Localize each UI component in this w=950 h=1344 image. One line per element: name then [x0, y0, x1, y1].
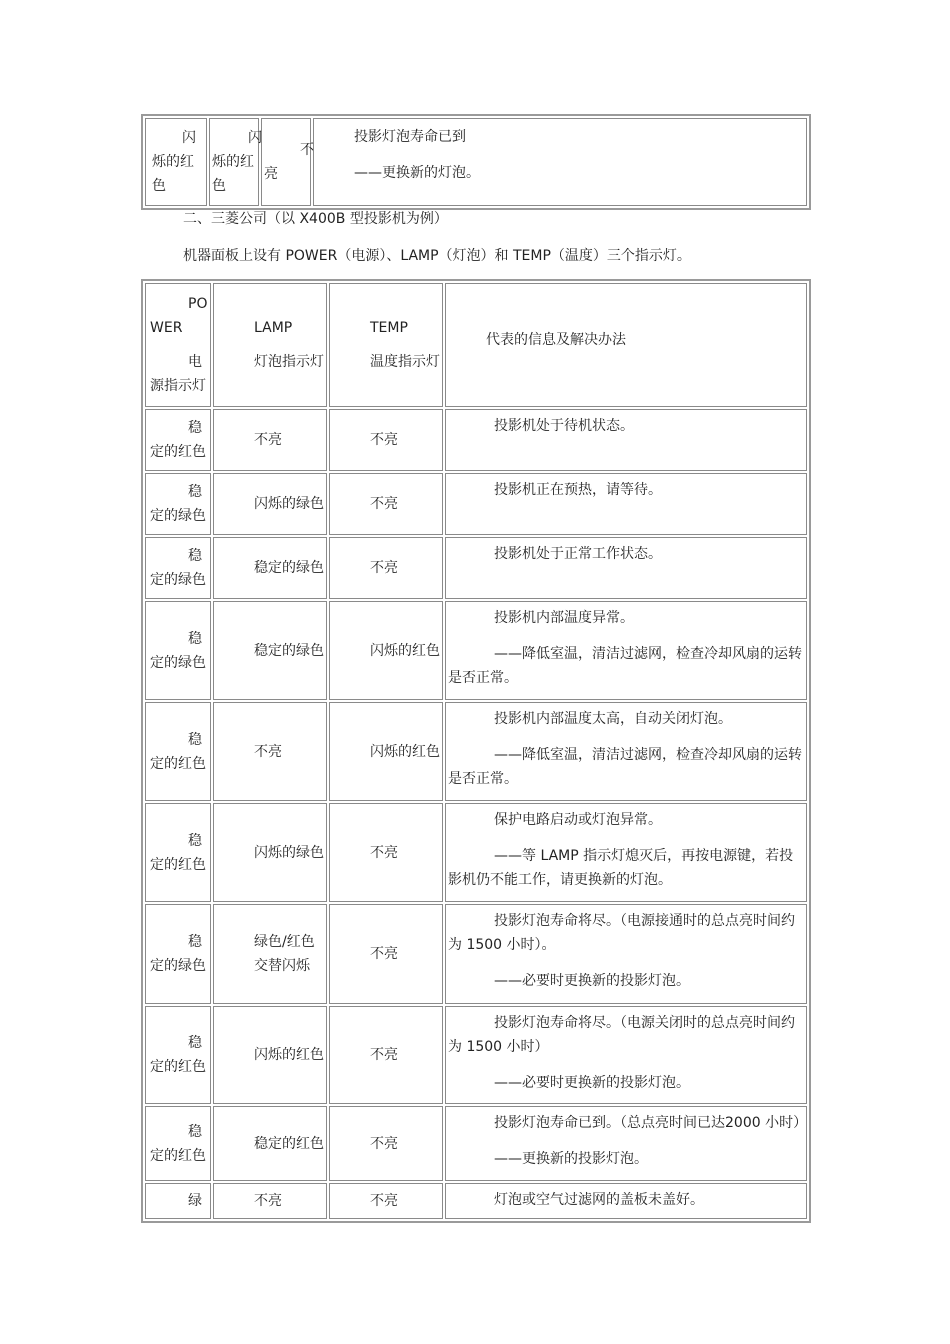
power-state: 稳定的绿色 — [150, 548, 206, 588]
table-row — [145, 803, 807, 902]
header-info-text: 代表的信息及解决办法 — [486, 332, 626, 348]
temp-state: 不亮 — [370, 432, 398, 448]
info-line: 投影灯泡寿命已到。（总点亮时间已达2000 小时） — [494, 1115, 808, 1131]
info-cell — [445, 1183, 807, 1219]
info-cell — [445, 601, 807, 700]
power-state: 绿 — [188, 1193, 202, 1209]
lamp-cell — [213, 1106, 327, 1181]
temp-state: 不亮 — [370, 496, 398, 512]
info-cell — [445, 473, 807, 535]
info-cell — [445, 904, 807, 1004]
temp-state: 不亮 — [370, 560, 398, 576]
header-row — [145, 283, 807, 407]
temp-cell — [329, 1106, 443, 1181]
info-line: ——降低室温，清洁过滤网，检查冷却风扇的运转是否正常。 — [448, 646, 802, 686]
lamp-cell — [213, 1006, 327, 1104]
header-lamp-en: LAMP — [254, 320, 293, 336]
lamp-state: 不亮 — [254, 1193, 282, 1209]
lamp-state: 闪烁的绿色 — [254, 844, 324, 861]
section-heading: 二、三菱公司（以 X400B 型投影机为例） — [183, 211, 448, 227]
table-body — [145, 409, 807, 1219]
lamp-state: 不亮 — [254, 432, 282, 448]
temp-cell — [329, 1183, 443, 1219]
lamp-state: 稳定的绿色 — [254, 560, 324, 576]
info-line: ——必要时更换新的投影灯泡。 — [494, 1075, 690, 1091]
lamp-state: 闪烁的绿色 — [254, 496, 324, 512]
temp-cell — [329, 409, 443, 471]
info-line: 保护电路启动或灯泡异常。 — [494, 812, 662, 828]
info-cell — [313, 118, 807, 206]
table-row — [145, 904, 807, 1004]
header-lamp — [213, 283, 327, 407]
info-cell — [445, 1006, 807, 1104]
lamp-cell — [213, 1183, 327, 1219]
info-line: 投影机正在预热，请等待。 — [494, 482, 662, 498]
header-temp — [329, 283, 443, 407]
info-line: 投影灯泡寿命已到 — [354, 129, 466, 145]
temp-cell — [329, 473, 443, 535]
temp-cell — [329, 904, 443, 1004]
info-cell — [445, 702, 807, 801]
temp-state: 不亮 — [370, 946, 398, 962]
info-line: 投影机内部温度异常。 — [494, 610, 634, 626]
intro-paragraph: 机器面板上设有 POWER（电源）、LAMP（灯泡）和 TEMP（温度）三个指示灯。 — [183, 248, 691, 264]
table-row — [145, 409, 807, 471]
power-cell — [145, 702, 211, 801]
power-state: 闪烁的红色 — [152, 130, 196, 194]
table-row — [145, 537, 807, 599]
power-cell — [145, 1106, 211, 1181]
info-cell — [445, 1106, 807, 1181]
info-line: ——更换新的灯泡。 — [354, 165, 480, 181]
temp-state: 不亮 — [370, 1047, 398, 1063]
power-cell — [145, 1006, 211, 1104]
lamp-state: 稳定的绿色 — [254, 642, 324, 659]
header-temp-en: TEMP — [370, 320, 408, 336]
header-power — [145, 283, 211, 407]
table-row — [145, 1106, 807, 1181]
lamp-cell — [213, 702, 327, 801]
lamp-cell — [213, 601, 327, 700]
lamp-cell — [213, 473, 327, 535]
power-cell — [145, 409, 211, 471]
power-cell — [145, 904, 211, 1004]
lamp-cell — [209, 118, 262, 206]
power-state: 稳定的红色 — [150, 1035, 206, 1075]
power-state: 稳定的绿色 — [150, 934, 206, 974]
power-state: 稳定的红色 — [150, 1123, 206, 1164]
power-cell — [145, 601, 211, 700]
info-line: 灯泡或空气过滤网的盖板未盖好。 — [494, 1192, 704, 1208]
temp-state: 闪烁的红色 — [370, 642, 440, 659]
lamp-state: 闪烁的红色 — [254, 1047, 324, 1063]
lamp-state: 绿色/红色交替闪烁 — [254, 934, 315, 974]
header-lamp-cn: 灯泡指示灯 — [254, 354, 324, 370]
temp-cell — [329, 803, 443, 902]
power-cell — [145, 803, 211, 902]
info-cell — [445, 409, 807, 471]
header-info — [445, 283, 807, 407]
info-line: ——降低室温，清洁过滤网，检查冷却风扇的运转是否正常。 — [448, 747, 802, 787]
info-line: ——等 LAMP 指示灯熄灭后，再按电源键，若投影机仍不能工作，请更换新的灯泡。 — [448, 848, 794, 888]
info-line: ——必要时更换新的投影灯泡。 — [494, 973, 690, 989]
lamp-cell — [213, 537, 327, 599]
lamp-state: 稳定的红色 — [254, 1135, 324, 1152]
info-line: 投影机处于待机状态。 — [494, 418, 634, 434]
temp-state: 不亮 — [370, 1135, 398, 1152]
power-cell — [145, 537, 211, 599]
temp-state: 闪烁的红色 — [370, 743, 440, 760]
temp-cell — [329, 702, 443, 801]
info-line: 投影灯泡寿命将尽。（电源接通时的总点亮时间约为 1500 小时）。 — [448, 913, 795, 953]
info-cell — [445, 803, 807, 902]
power-cell — [145, 473, 211, 535]
info-cell — [445, 537, 807, 599]
temp-state: 不亮 — [264, 142, 314, 182]
power-state: 稳定的红色 — [150, 832, 206, 873]
header-power-en: POWER — [150, 296, 208, 336]
table-row — [145, 1183, 807, 1219]
temp-cell — [329, 537, 443, 599]
table-row — [145, 118, 807, 206]
header-temp-cn: 温度指示灯 — [370, 354, 440, 370]
temp-state: 不亮 — [370, 844, 398, 861]
table-row — [145, 473, 807, 535]
power-state: 稳定的红色 — [150, 731, 206, 772]
info-line: 投影机处于正常工作状态。 — [494, 546, 662, 562]
temp-cell — [261, 118, 314, 206]
temp-state: 不亮 — [370, 1193, 398, 1209]
lamp-cell — [213, 803, 327, 902]
power-state: 稳定的绿色 — [150, 484, 206, 524]
power-state: 稳定的绿色 — [150, 630, 206, 671]
power-cell — [145, 1183, 211, 1219]
lamp-state: 闪烁的红色 — [212, 130, 262, 194]
table-row — [145, 702, 807, 801]
indicator-table — [141, 279, 811, 1223]
info-line: 投影灯泡寿命将尽。（电源关闭时的总点亮时间约为 1500 小时） — [448, 1015, 795, 1055]
temp-cell — [329, 1006, 443, 1104]
top-status-table — [141, 114, 811, 210]
temp-cell — [329, 601, 443, 700]
lamp-state: 不亮 — [254, 743, 282, 760]
power-state: 稳定的红色 — [150, 420, 206, 460]
table-row — [145, 1006, 807, 1104]
power-cell — [145, 118, 207, 206]
header-power-cn: 电源指示灯 — [150, 354, 206, 394]
lamp-cell — [213, 904, 327, 1004]
info-line: ——更换新的投影灯泡。 — [494, 1151, 648, 1167]
lamp-cell — [213, 409, 327, 471]
table-row — [145, 601, 807, 700]
info-line: 投影机内部温度太高，自动关闭灯泡。 — [494, 711, 732, 727]
